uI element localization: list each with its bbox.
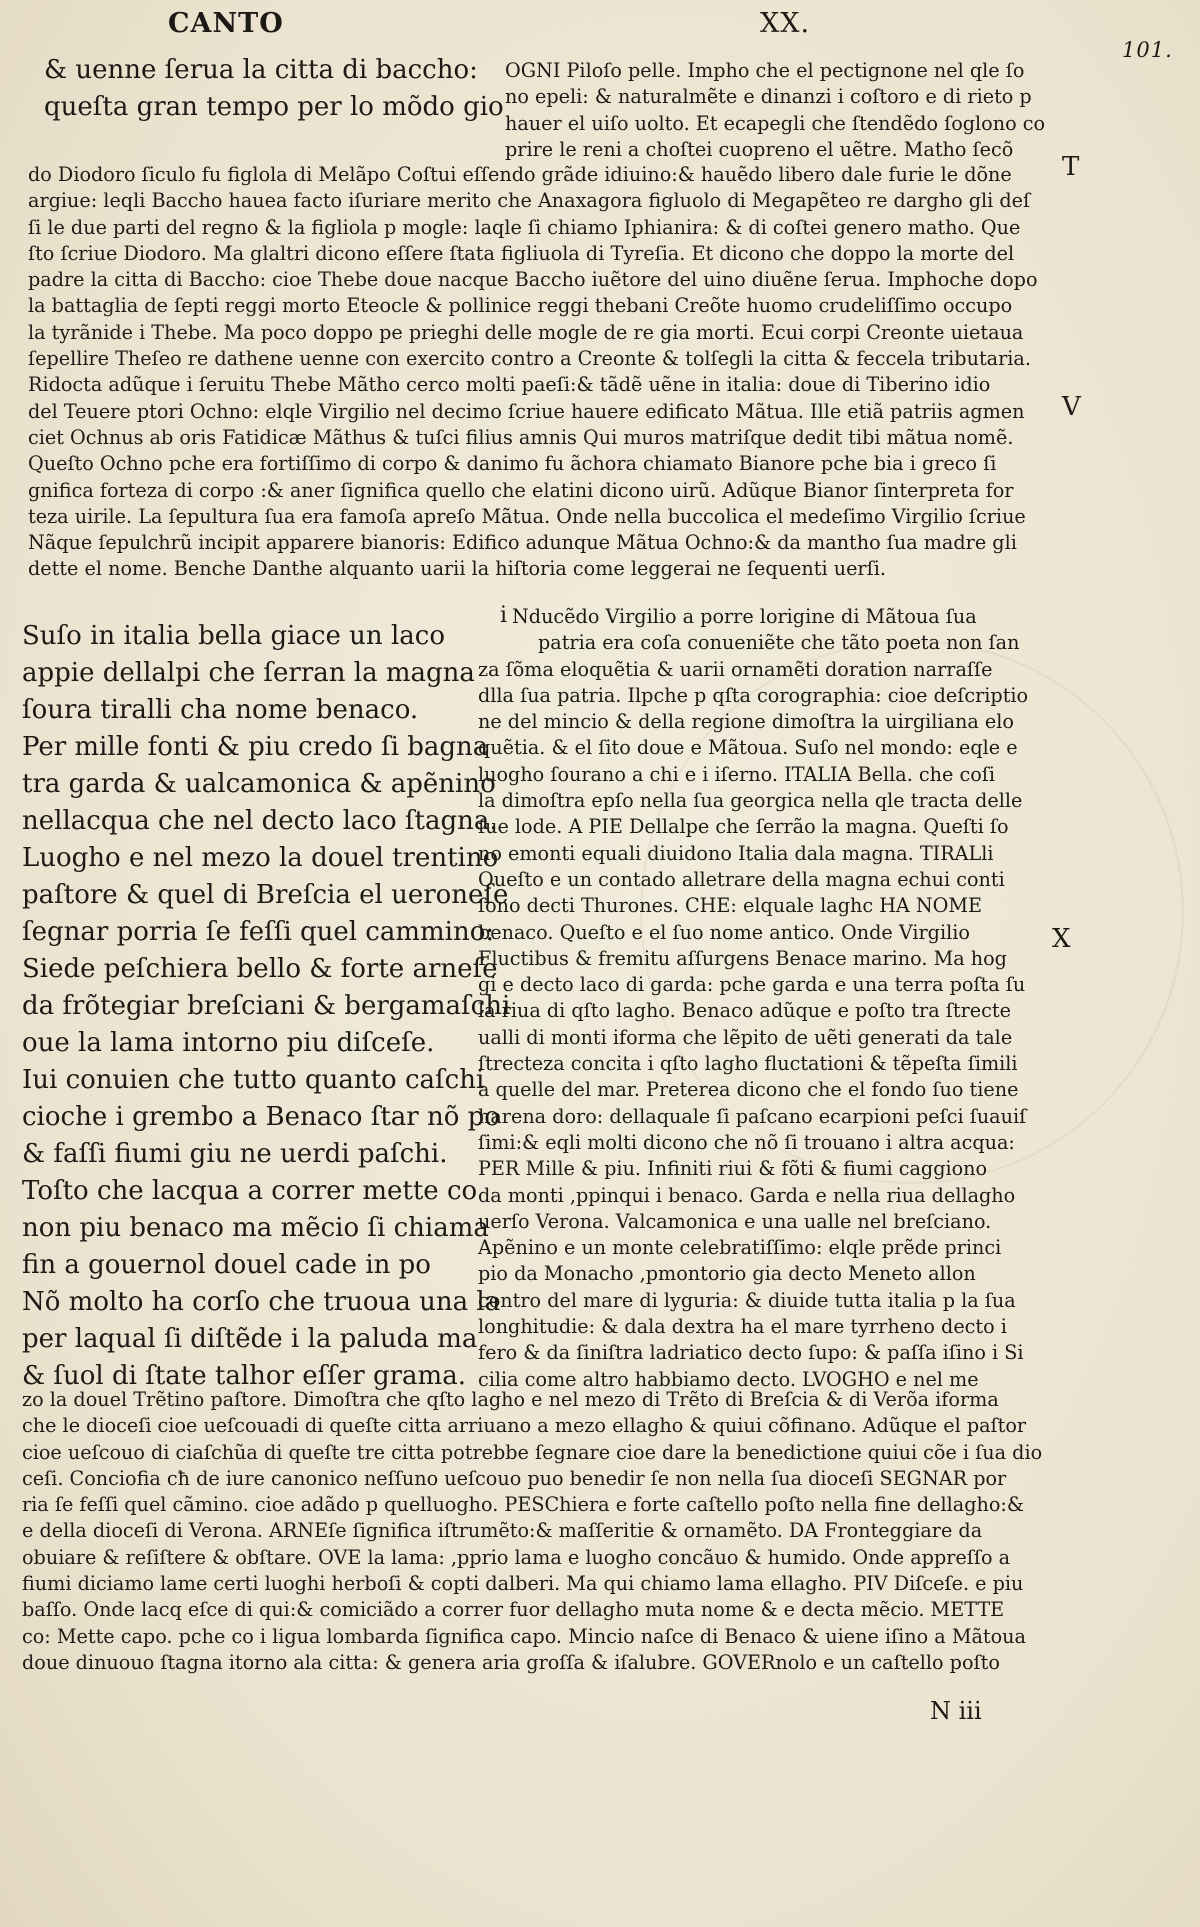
verse-line: tra garda & ualcamonica & apẽnino <box>22 769 496 799</box>
commentary-line: no emonti equali diuidono Italia dala magna. TIRALli <box>478 841 994 865</box>
commentary-line: padre la citta di Baccho: cioe Thebe doue nacque Baccho iuẽtore del uino diuẽne ſerua. Imphoche dopo <box>28 268 1038 292</box>
commentary-line: contro del mare di lyguria: & diuide tutta italia p la ſua <box>478 1288 1016 1312</box>
commentary-line: ſono decti Thurones. CHE: elquale laghc HA NOME <box>478 894 983 918</box>
commentary-line: Queſto Ochno pche era fortiſſimo di corpo & danimo fu ãchora chiamato Bianore pche bia i greco ſi <box>28 452 997 476</box>
commentary-line: zo la douel Trẽtino paſtore. Dimoſtra che qſto lagho e nel mezo di Trẽto di Breſcia & di Verõa iforma <box>22 1388 999 1411</box>
commentary-line: e della dioceſi di Verona. ARNEſe ſignifica iſtrumẽto:& maſſeritie & ornamẽto. DA Fronteggiare da <box>22 1519 983 1543</box>
commentary-line: gi e decto laco di garda: pche garda e una terra poſta ſu <box>478 973 1026 997</box>
commentary-line: harena doro: dellaquale ſi paſcano ecarpioni peſci ſuauiſ <box>478 1104 1027 1128</box>
commentary-line: ne del mincio & della regione dimoſtra la uirgiliana elo <box>478 710 1014 734</box>
commentary-line: ria ſe feſſi quel cãmino. cioe adãdo p quelluogho. PESChiera e forte caſtello poſto nella fine dellagho:& <box>22 1493 1024 1517</box>
commentary-line: cilia come altro habbiamo decto. LVOGHO e nel me <box>478 1367 979 1391</box>
commentary-line: patria era coſa conueniẽte che tãto poeta non ſan <box>538 631 1020 655</box>
verse-line: ſoura tiralli cha nome benaco. <box>22 695 419 725</box>
commentary-line: ſimi:& eqli molti dicono che nõ ſi trouano i altra acqua: <box>478 1130 1015 1154</box>
verse-line: & ſuol di ſtate talhor eſſer grama. <box>22 1361 466 1391</box>
commentary-line: benaco. Queſto e el ſuo nome antico. Onde Virgilio <box>478 920 970 944</box>
verse-line: oue la lama intorno piu diſceſe. <box>22 1028 435 1058</box>
commentary-line: Queſto e un contado alletrare della magna echui conti <box>478 867 1005 891</box>
commentary-full-width-top <box>28 162 1056 583</box>
commentary-line: Apẽnino e un monte celebratiſſimo: elqle prẽde princi <box>478 1236 1002 1260</box>
commentary-column-main <box>478 604 1058 1393</box>
commentary-line: fiumi diciamo lame certi luoghi herboſi & copti dalberi. Ma qui chiamo lama ellagho. PIV Diſceſe. e piu <box>22 1572 1024 1596</box>
commentary-line: ualli di monti iforma che lẽpito de uẽti generati da tale <box>478 1025 1013 1049</box>
verse-line: nellacqua che nel decto laco ſtagna. <box>22 806 498 836</box>
commentary-line: ſue lode. A PIE Dellalpe che ſerrão la magna. Queſti ſo <box>478 815 1009 839</box>
marginal-letter-t: T <box>1062 152 1080 182</box>
commentary-line: uerſo Verona. Valcamonica e una ualle nel breſciano. <box>478 1209 992 1233</box>
commentary-line: dette el nome. Benche Danthe alquanto uarii la hiſtoria come leggerai ne ſequenti uerſi. <box>28 557 886 581</box>
commentary-line: che le dioceſi cioe ueſcouadi di queſte citta arriuano a mezo ellagho & quiui cõfinano. Adũque el paſtor <box>22 1414 1027 1438</box>
commentary-line: co: Mette capo. pche co i ligua lombarda ſignifica capo. Mincio naſce di Benaco & uiene iſino a Mãtoua <box>22 1624 1026 1648</box>
verse-line: Siede peſchiera bello & forte arneſe <box>22 954 498 984</box>
verse-line: non piu benaco ma mẽcio ſi chiama <box>22 1213 489 1243</box>
commentary-line: ſi le due parti del regno & la figliola p mogle: laqle ſi chiamo Iphianira: & di coſtei genero matho. Que <box>28 215 1021 239</box>
marginal-letter-x: X <box>1052 924 1071 954</box>
folio-number: 101. <box>1122 38 1173 62</box>
commentary-line: doue dinuouo ſtagna itorno ala citta: & genera aria groſſa & iſalubre. GOVERnolo e un caſtello poſto <box>22 1650 1000 1674</box>
verse-line: Suſo in italia bella giace un laco <box>22 621 445 651</box>
commentary-line: baſſo. Onde lacq eſce di qui:& comiciãdo a correr fuor dellagho muta nome & e decta mẽcio. METTE <box>22 1598 1005 1622</box>
signature-mark: N iii <box>930 1697 982 1725</box>
commentary-line: obuiare & reſiſtere & obſtare. OVE la lama: ,pprio lama e luogho concãuo & humido. Onde appreſſo a <box>22 1545 1011 1569</box>
commentary-line: Fluctibus & fremitu aſſurgens Benace marino. Ma hog <box>478 946 1007 970</box>
commentary-line: ſepellire Theſeo re dathene uenne con exercito contro a Creonte & tolſegli la citta & feccela tributaria. <box>28 347 1031 371</box>
verse-line: per laqual ſi diſtẽde i la paluda ma <box>22 1324 478 1354</box>
commentary-line: fero & da ſiniſtra ladriatico decto ſupo: & paſſa iſino i Si <box>478 1341 1024 1365</box>
verse-line: & uenne ſerua la citta di baccho: <box>44 55 478 85</box>
verse-line: & faſſi fiumi giu ne uerdi paſchi. <box>22 1139 448 1169</box>
commentary-line: ſto ſcriue Diodoro. Ma glaltri dicono eſſere ſtata figliuola di Tyreſia. Et dicono che doppo la morte del <box>28 241 1015 265</box>
commentary-line: PER Mille & piu. Infiniti riui & fõti & fiumi caggiono <box>478 1157 988 1181</box>
commentary-line: longhitudie: & dala dextra ha el mare tyrrheno decto i <box>478 1315 1007 1339</box>
initial-letter-guide: i <box>500 603 508 628</box>
verse-line: Per mille fonti & piu credo ſi bagna <box>22 732 489 762</box>
commentary-line: no epeli: & naturalmẽte e dinanzi i coſtoro e di rieto p <box>505 85 1032 109</box>
commentary-line: pio da Monacho ,pmontorio gia decto Meneto allon <box>478 1262 976 1286</box>
verse-line: Toſto che lacqua a correr mette co <box>22 1176 478 1206</box>
commentary-line: ciet Ochnus ab oris Fatidicæ Mãthus & tuſci filius amnis Qui muros matriſque dedit tibi mãtua nomẽ. <box>28 425 1014 449</box>
commentary-line: quẽtia. & el ſito doue e Mãtoua. Suſo nel mondo: eqle e <box>478 736 1018 760</box>
commentary-line: prire le reni a choſtei cuopreno el uẽtre. Matho ſecõ <box>505 137 1014 161</box>
verse-line: fin a gouernol douel cade in po <box>22 1250 431 1280</box>
commentary-line: a quelle del mar. Preterea dicono che el fondo ſuo tiene <box>478 1078 1019 1102</box>
verse-line: Luogho e nel mezo la douel trentino <box>22 843 499 873</box>
verse-line: appie dellalpi che ſerran la magna <box>22 658 475 688</box>
commentary-line: ceſi. Conciofia cħ de iure canonico neſſuno ueſcouo puo benedir ſe non nella ſua dioceſi SEGNAR por <box>22 1466 1007 1490</box>
commentary-line: ſtrecteza concita i qſto lagho fluctationi & tẽpeſta ſimili <box>478 1052 1018 1076</box>
commentary-line: la riua di qſto lagho. Benaco adũque e poſto tra ſtrecte <box>478 999 1011 1023</box>
commentary-line: za ſõma eloquẽtia & uarii ornamẽti doration narraſſe <box>478 657 993 681</box>
commentary-line: hauer el uiſo uolto. Et ecapegli che ſtendẽdo ſoglono co <box>505 111 1046 135</box>
commentary-line: la tyrãnide i Thebe. Ma poco doppo pe prieghi delle mogle de re gia morti. Ecui corpi Creonte uietaua <box>28 320 1024 344</box>
commentary-full-width-bottom <box>22 1387 1060 1676</box>
commentary-line: do Diodoro ſiculo fu figlola di Melãpo Coſtui eſſendo grãde idiuino:& hauẽdo libero dale furie le dõne <box>28 163 1012 186</box>
running-head-canto: CANTO <box>168 8 284 39</box>
commentary-line: gnifica forteza di corpo :& aner ſignifica quello che elatini dicono uirũ. Adũque Bianor ſinterpreta for <box>28 478 1014 502</box>
commentary-line: teza uirile. La ſepultura ſua era famoſa apreſo Mãtua. Onde nella buccolica el medeſimo Virgilio ſcriue <box>28 504 1026 528</box>
commentary-line: del Teuere ptori Ochno: elqle Virgilio nel decimo ſcriue hauere edificato Mãtua. Ille etiã patriis agmen <box>28 399 1025 423</box>
commentary-line: OGNI Piloſo pelle. Impho che el pectignone nel qle ſo <box>505 59 1025 82</box>
verse-line: Iui conuien che tutto quanto caſchi <box>22 1065 485 1095</box>
commentary-line: la battaglia de ſepti reggi morto Eteocle & pollinice reggi thebani Creõte huomo crudeliſſimo occupo <box>28 294 1013 318</box>
commentary-line: luogho ſourano a chi e i iſerno. ITALIA Bella. che coſi <box>478 762 995 786</box>
commentary-line: da monti ,ppinqui i benaco. Garda e nella riua dellagho <box>478 1183 1016 1207</box>
verse-line: Nõ molto ha corſo che truoua una la <box>22 1287 501 1317</box>
commentary-column-top <box>505 58 1057 163</box>
verse-block-main <box>22 618 510 1395</box>
commentary-line: la dimoſtra epſo nella ſua georgica nella qle tracta delle <box>478 789 1023 813</box>
verse-line: ſegnar porria ſe feſſi quel cammino: <box>22 917 495 947</box>
commentary-line: argiue: leqli Baccho hauea facto iſuriare merito che Anaxagora figluolo di Megapẽteo re dargho gli deſ <box>28 189 1031 213</box>
verse-line: cioche i grembo a Benaco ſtar nõ po <box>22 1102 500 1132</box>
commentary-line: Ridocta adũque i ſeruitu Thebe Mãtho cerco molti paeſi:& tãdẽ uẽne in italia: doue di Tiberino idio <box>28 373 991 397</box>
verse-block-top <box>44 52 504 126</box>
commentary-line: dlla ſua patria. Ilpche p qſta corographia: cioe deſcriptio <box>478 683 1029 707</box>
running-head-canto-number: XX. <box>760 8 811 39</box>
commentary-line: cioe ueſcouo di ciaſchũa di queſte tre citta potrebbe ſegnare cioe dare la benedictione quiui cõe i ſua dio <box>22 1440 1043 1464</box>
verse-line: da frõtegiar breſciani & bergamaſchi <box>22 991 511 1021</box>
marginal-letter-v: V <box>1062 392 1081 422</box>
commentary-line: Nãque ſepulchrũ incipit apparere bianoris: Edifico adunque Mãtua Ochno:& da mantho ſua madre gli <box>28 531 1017 555</box>
commentary-line: Nducẽdo Virgilio a porre lorigine di Mãtoua ſua <box>512 605 977 628</box>
verse-line: queſta gran tempo per lo mõdo gio <box>44 92 504 122</box>
verse-line: paſtore & quel di Breſcia el ueroneſe <box>22 880 509 910</box>
